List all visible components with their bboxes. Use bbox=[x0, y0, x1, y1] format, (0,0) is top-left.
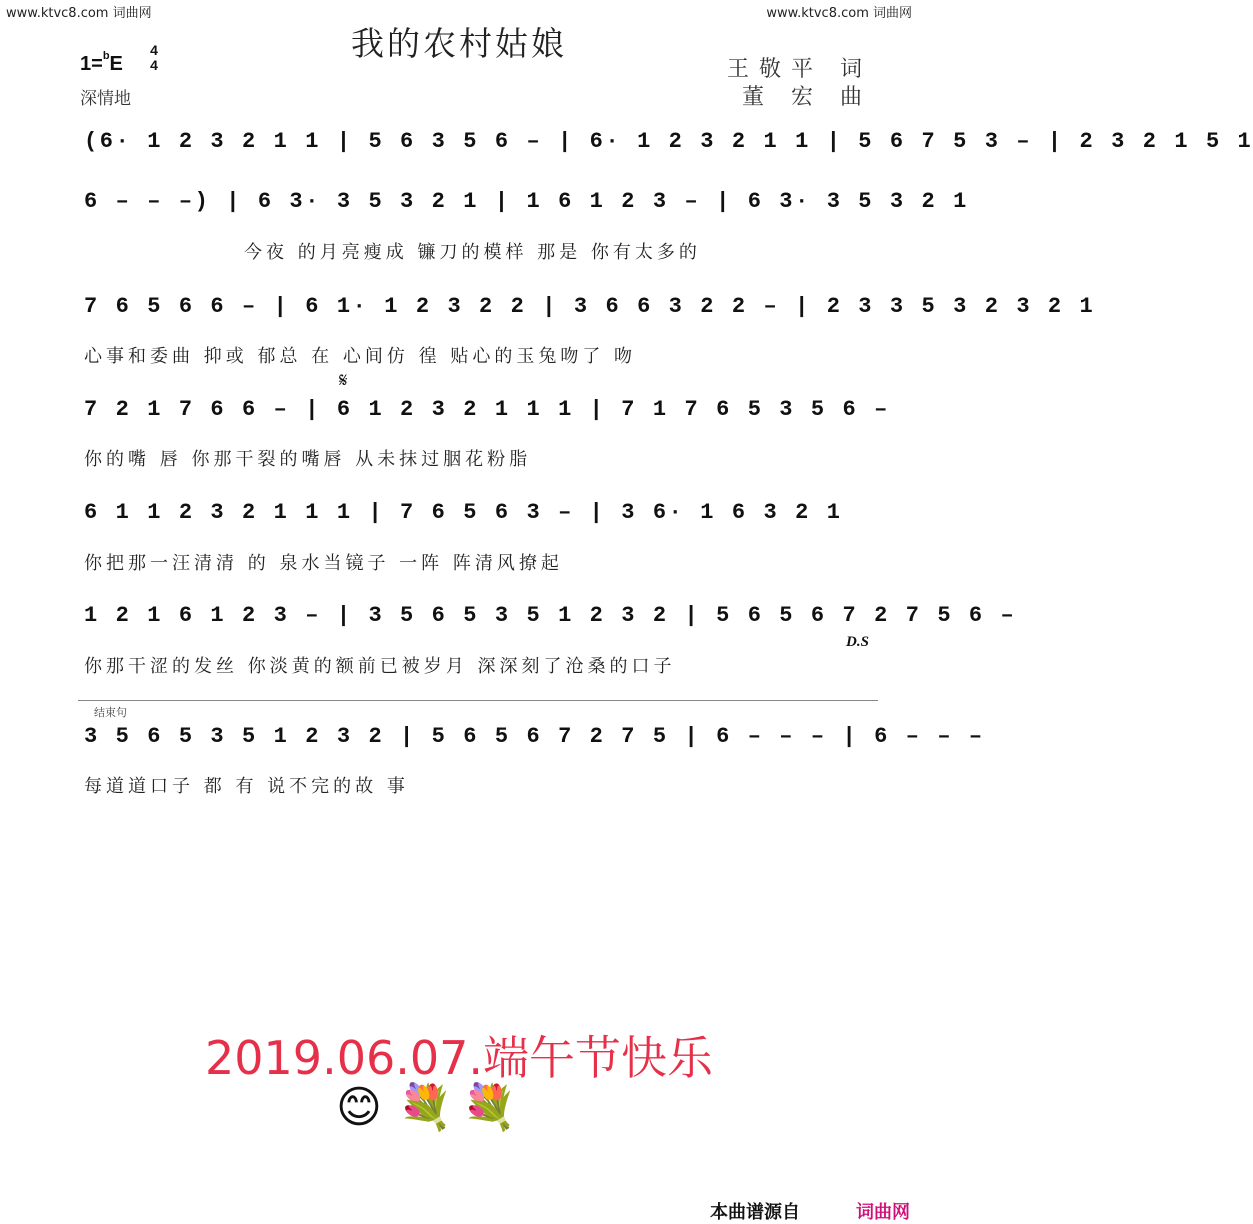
score-line-2-notes: 6 – – –) | 6 3· 3 5 3 2 1 | 1 6 1 2 3 – | 6 3· 3 5 3 2 1 bbox=[84, 189, 969, 214]
key-note: E bbox=[109, 53, 123, 75]
composer-credit: 董 宏 曲 bbox=[742, 85, 872, 110]
time-top: 4 bbox=[150, 42, 158, 58]
score-line-7-lyrics: 每道道口子 都 有 说不完的故 事 bbox=[84, 776, 409, 797]
source-brand-link[interactable]: 词曲网 bbox=[856, 1202, 910, 1223]
score-line-4-notes: 7 2 1 7 6 6 – | 6 1 2 3 2 1 1 1 | 7 1 7 6 5 3 5 6 – bbox=[84, 397, 890, 422]
score-line-7-notes: 3 5 6 5 3 5 1 2 3 2 | 5 6 5 6 7 2 7 5 | 6 – – – | 6 – – – bbox=[84, 724, 985, 749]
score-line-3-notes: 7 6 5 6 6 – | 6 1· 1 2 3 2 2 | 3 6 6 3 2 2 – | 2 3 3 5 3 2 3 2 1 bbox=[84, 294, 1096, 319]
key-flat: b bbox=[102, 50, 110, 62]
source-label: 本曲谱源自 bbox=[710, 1202, 800, 1223]
time-bottom: 4 bbox=[150, 57, 158, 73]
key-signature bbox=[80, 50, 123, 76]
score-line-6-lyrics: 你那干涩的发丝 你淡黄的额前已被岁月 深深刻了沧桑的口子 bbox=[84, 656, 676, 677]
segno-sign: 𝄋 bbox=[339, 368, 348, 392]
watermark-left: www.ktvc8.com 词曲网 bbox=[6, 6, 152, 21]
smile-emoji-icon: 😊 bbox=[336, 1082, 382, 1133]
greeting-text: 2019.06.07.端午节快乐 bbox=[205, 1031, 713, 1085]
score-line-4-lyrics: 你的嘴 唇 你那干裂的嘴唇 从未抹过胭花粉脂 bbox=[84, 449, 532, 470]
tempo-marking: 深情地 bbox=[80, 89, 131, 109]
ds-marking: D.S bbox=[846, 634, 869, 650]
watermark-right: www.ktvc8.com 词曲网 bbox=[766, 6, 912, 21]
lyricist-credit: 王敬平 词 bbox=[727, 57, 872, 82]
ending-label: 结束句 bbox=[94, 706, 127, 719]
key-prefix: 1= bbox=[80, 53, 103, 75]
score-line-6-notes: 1 2 1 6 1 2 3 – | 3 5 6 5 3 5 1 2 3 2 | 5 6 5 6 7 2 7 5 6 – bbox=[84, 603, 1017, 628]
score-line-2-lyrics: 今夜 的月亮瘦成 镰刀的模样 那是 你有太多的 bbox=[244, 242, 701, 263]
score-line-5-notes: 6 1 1 2 3 2 1 1 1 | 7 6 5 6 3 – | 3 6· 1 6 3 2 1 bbox=[84, 500, 843, 525]
score-line-1-notes: (6· 1 2 3 2 1 1 | 5 6 3 5 6 – | 6· 1 2 3 2 1 1 | 5 6 7 5 3 – | 2 3 2 1 5 1 bbox=[84, 129, 1253, 154]
score-line-3-lyrics: 心事和委曲 抑或 郁总 在 心间仿 徨 贴心的玉兔吻了 吻 bbox=[84, 346, 637, 367]
song-title: 我的农村姑娘 bbox=[351, 24, 567, 63]
time-signature bbox=[146, 43, 162, 73]
ending-divider bbox=[78, 700, 878, 701]
score-line-5-lyrics: 你把那一汪清清 的 泉水当镜子 一阵 阵清风撩起 bbox=[84, 553, 563, 574]
bouquet-icon: 💐 bbox=[398, 1082, 453, 1133]
bouquet-icon: 💐 bbox=[462, 1082, 517, 1133]
